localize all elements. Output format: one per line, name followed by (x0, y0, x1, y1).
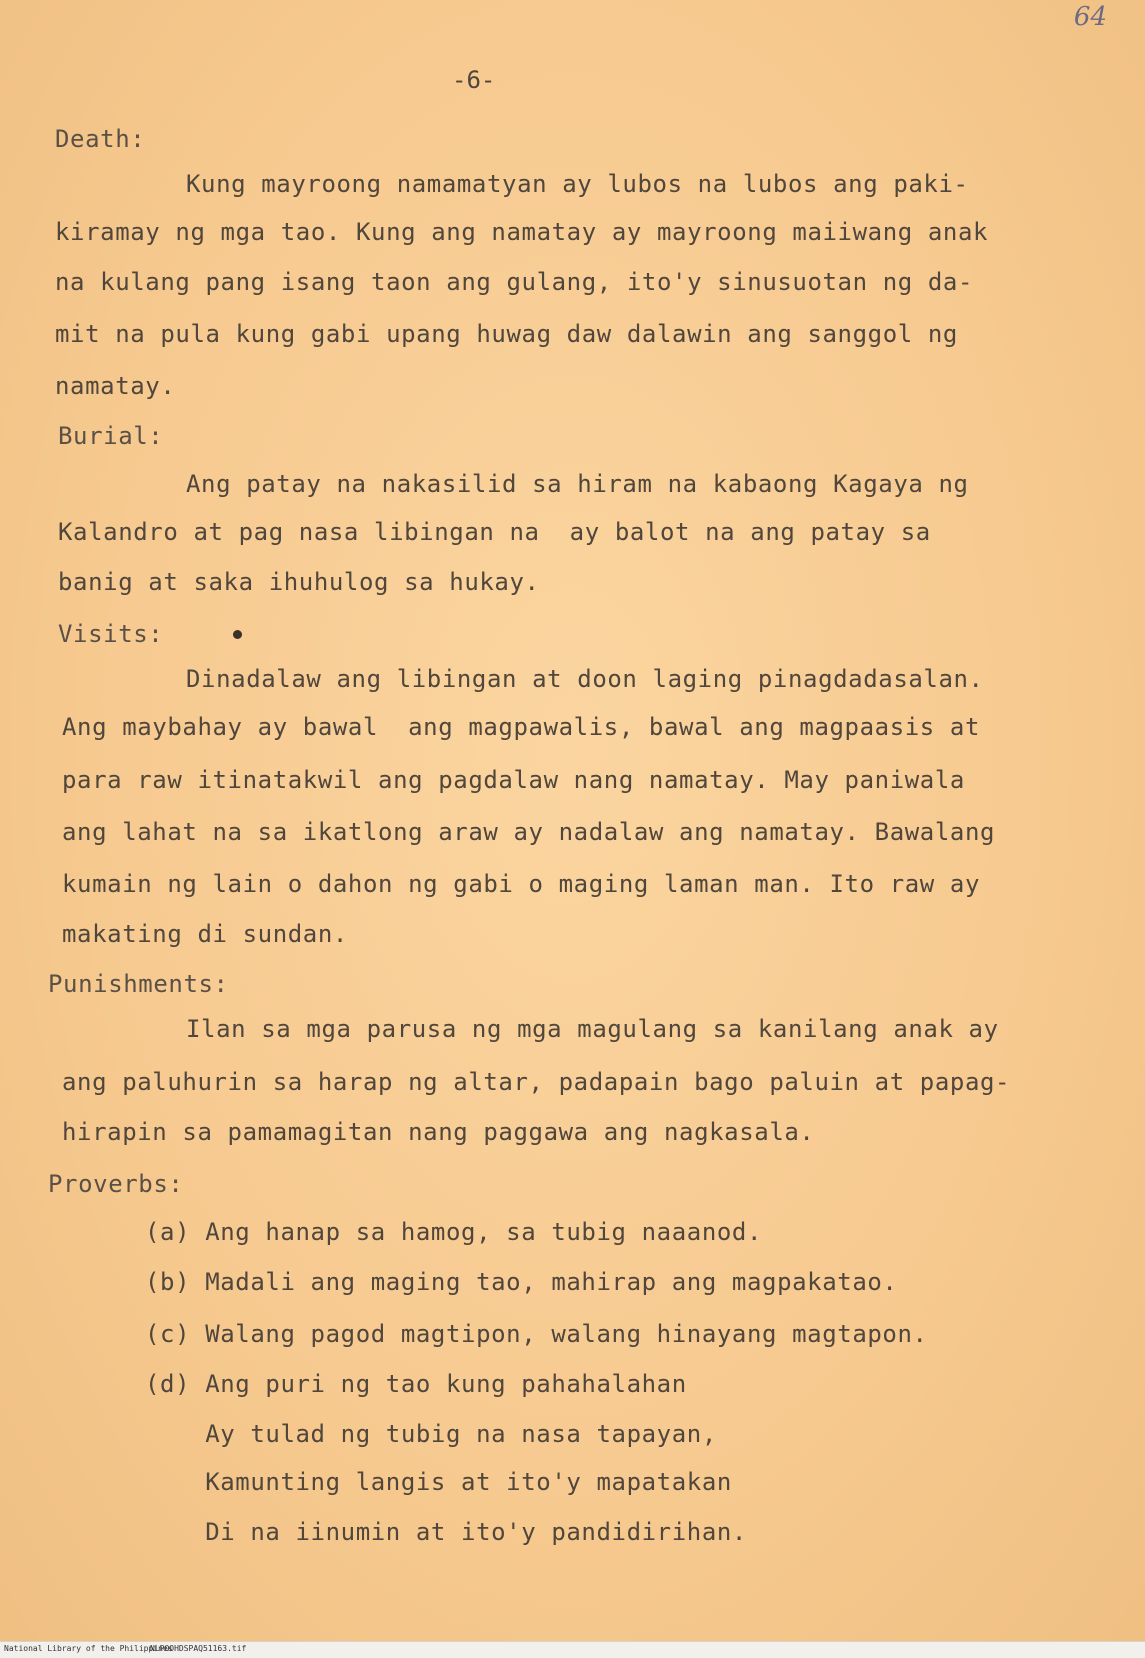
text-line: Kung mayroong namamatyan ay lubos na lubos ang paki- (186, 170, 969, 198)
proverb-line: (a) Ang hanap sa hamog, sa tubig naaanod. (145, 1218, 763, 1246)
text-line: banig at saka ihuhulog sa hukay. (58, 568, 540, 596)
text-line: mit na pula kung gabi upang huwag daw dalawin ang sanggol ng (55, 320, 958, 348)
proverb-line: (d) Ang puri ng tao kung pahahalahan (145, 1370, 687, 1398)
text-line: para raw itinatakwil ang pagdalaw nang namatay. May paniwala (62, 766, 965, 794)
text-line: na kulang pang isang taon ang gulang, ito'y sinusuotan ng da- (55, 268, 974, 296)
text-line: Ang maybahay ay bawal ang magpawalis, bawal ang magpaasis at (62, 713, 981, 741)
proverb-line: Kamunting langis at ito'y mapatakan (145, 1468, 732, 1496)
text-line: Dinadalaw ang libingan at doon laging pinagdadasalan. (186, 665, 984, 693)
text-line: namatay. (55, 372, 176, 400)
text-line: Kalandro at pag nasa libingan na ay balot na ang patay sa (58, 518, 931, 546)
text-line: kiramay ng mga tao. Kung ang namatay ay mayroong maiiwang anak (55, 218, 989, 246)
text-line: ang paluhurin sa harap ng altar, padapain bago paluin at papag- (62, 1068, 1011, 1096)
text-line: hirapin sa pamamagitan nang paggawa ang nagkasala. (62, 1118, 815, 1146)
section-heading-visits: Visits: (58, 620, 164, 648)
scan-footer (0, 1641, 1145, 1658)
page-mark: 64 (1073, 2, 1107, 32)
ink-dot (233, 630, 242, 639)
text-line: makating di sundan. (62, 920, 348, 948)
section-heading-death: Death: (55, 125, 146, 153)
page-number: -6- (452, 66, 496, 94)
text-line: Ilan sa mga parusa ng mga magulang sa kanilang anak ay (186, 1015, 999, 1043)
section-heading-punishments: Punishments: (48, 970, 229, 998)
proverb-line: (b) Madali ang maging tao, mahirap ang magpakatao. (145, 1268, 898, 1296)
footer-filename: NLPOOHDSPAQ51163.tif (150, 1644, 247, 1653)
section-heading-burial: Burial: (58, 422, 164, 450)
section-heading-proverbs: Proverbs: (48, 1170, 184, 1198)
text-line: kumain ng lain o dahon ng gabi o maging laman man. Ito raw ay (62, 870, 981, 898)
proverb-line: Ay tulad ng tubig na nasa tapayan, (145, 1420, 717, 1448)
text-line: ang lahat na sa ikatlong araw ay nadalaw ang namatay. Bawalang (62, 818, 996, 846)
footer-source: National Library of the Philippines (4, 1644, 173, 1653)
text-line: Ang patay na nakasilid sa hiram na kabaong Kagaya ng (186, 470, 969, 498)
proverb-line: Di na iinumin at ito'y pandidirihan. (145, 1518, 747, 1546)
proverb-line: (c) Walang pagod magtipon, walang hinayang magtapon. (145, 1320, 928, 1348)
